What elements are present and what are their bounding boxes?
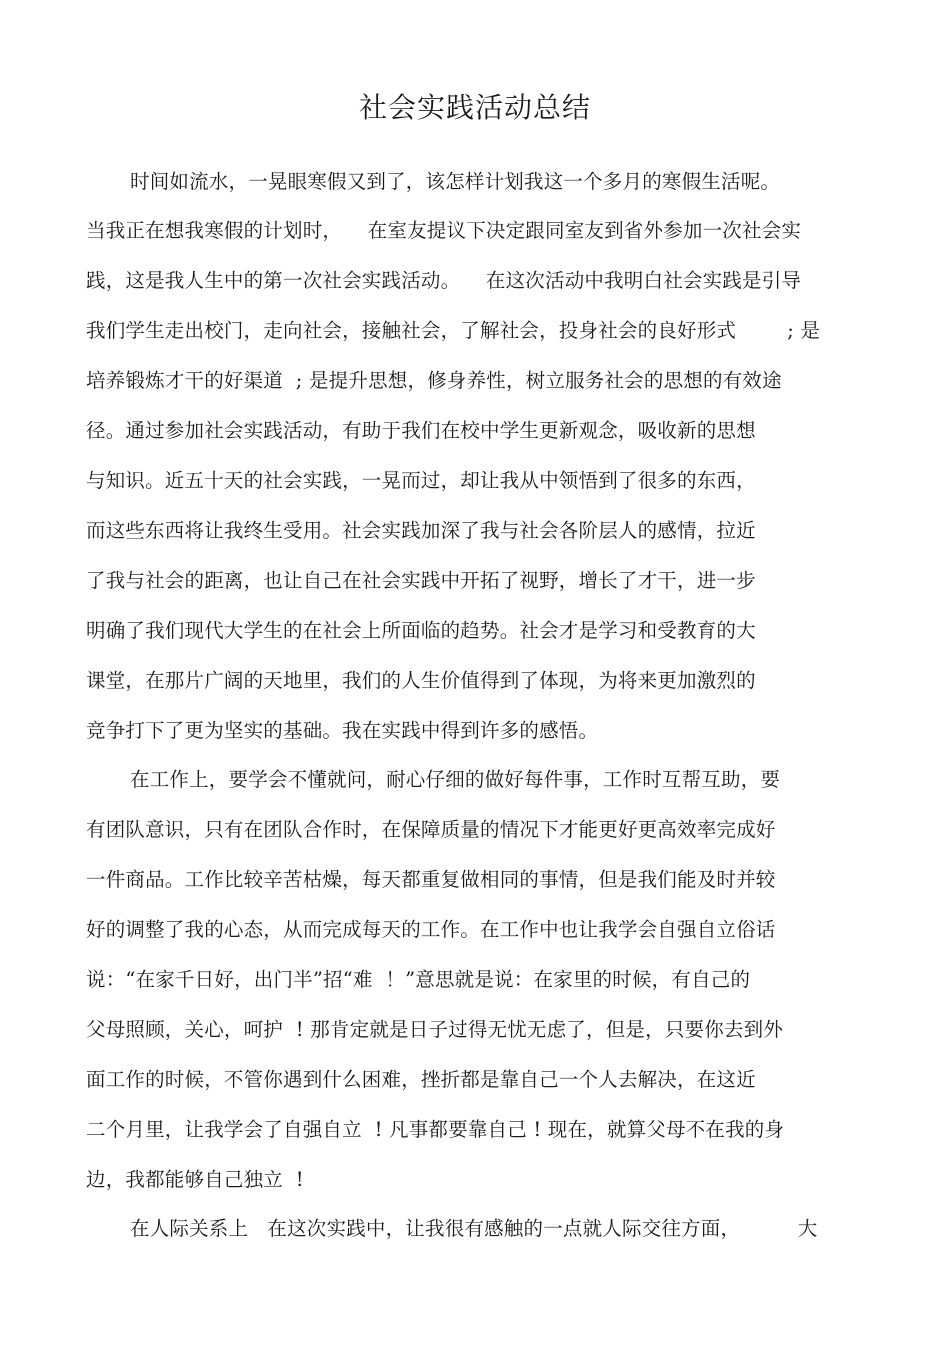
text-line: 践，这是我人生中的第一次社会实践活动。 在这次活动中我明白社会实践是引导 bbox=[86, 269, 802, 292]
text-line: 课堂，在那片广阔的天地里，我们的人生价值得到了体现，为将来更加激烈的 bbox=[86, 669, 756, 692]
text-line: 有团队意识，只有在团队合作时，在保障质量的情况下才能更好更高效率完成好 bbox=[86, 818, 776, 841]
text-line: 说：“在家千日好，出门半”招“难 ！”意思就是说：在家里的时候，有自己的 bbox=[86, 968, 751, 991]
text-line: 明确了我们现代大学生的在社会上所面临的趋势。社会才是学习和受教育的大 bbox=[86, 619, 756, 642]
document-title: 社会实践活动总结 bbox=[358, 91, 591, 124]
text-line: 时间如流水，一晃眼寒假又到了，该怎样计划我这一个多月的寒假生活呢。 bbox=[130, 170, 781, 193]
text-line: 而这些东西将让我终生受用。社会实践加深了我与社会各阶层人的感情，拉近 bbox=[86, 519, 756, 542]
text-line: 一件商品。工作比较辛苦枯燥，每天都重复做相同的事情，但是我们能及时并较 bbox=[86, 868, 776, 891]
text-line: 面工作的时候，不管你遇到什么困难，挫折都是靠自己一个人去解决，在这近 bbox=[86, 1068, 756, 1091]
text-line: 当我正在想我寒假的计划时， 在室友提议下决定跟同室友到省外参加一次社会实 bbox=[86, 219, 802, 242]
text-line: 父母照顾，关心，呵护 ! 那肯定就是日子过得无忧无虑了，但是，只要你去到外 bbox=[86, 1018, 784, 1041]
text-line: 在人际关系上 在这次实践中，让我很有感触的一点就人际交往方面， 大 bbox=[130, 1217, 818, 1240]
text-line: 与知识。近五十天的社会实践，一晃而过，却让我从中领悟到了很多的东西， bbox=[86, 469, 756, 492]
text-line: 好的调整了我的心态，从而完成每天的工作。在工作中也让我学会自强自立俗话 bbox=[86, 918, 776, 941]
text-line: 边，我都能够自己独立 ! bbox=[86, 1168, 304, 1191]
text-line: 径。通过参加社会实践活动，有助于我们在校中学生更新观念，吸收新的思想 bbox=[86, 419, 756, 442]
text-line: 培养锻炼才干的好渠道 ; 是提升思想，修身养性，树立服务社会的思想的有效途 bbox=[86, 369, 782, 392]
text-line: 我们学生走出校门，走向社会，接触社会，了解社会，投身社会的良好形式 ; 是 bbox=[86, 319, 821, 342]
text-line: 竞争打下了更为坚实的基础。我在实践中得到许多的感悟。 bbox=[86, 719, 599, 742]
text-line: 在工作上，要学会不懂就问，耐心仔细的做好每件事，工作时互帮互助，要 bbox=[130, 768, 781, 791]
text-line: 了我与社会的距离，也让自己在社会实践中开拓了视野，增长了才干，进一步 bbox=[86, 569, 756, 592]
text-line: 二个月里，让我学会了自强自立 ! 凡事都要靠自己 ! 现在，就算父母不在我的身 bbox=[86, 1118, 785, 1141]
